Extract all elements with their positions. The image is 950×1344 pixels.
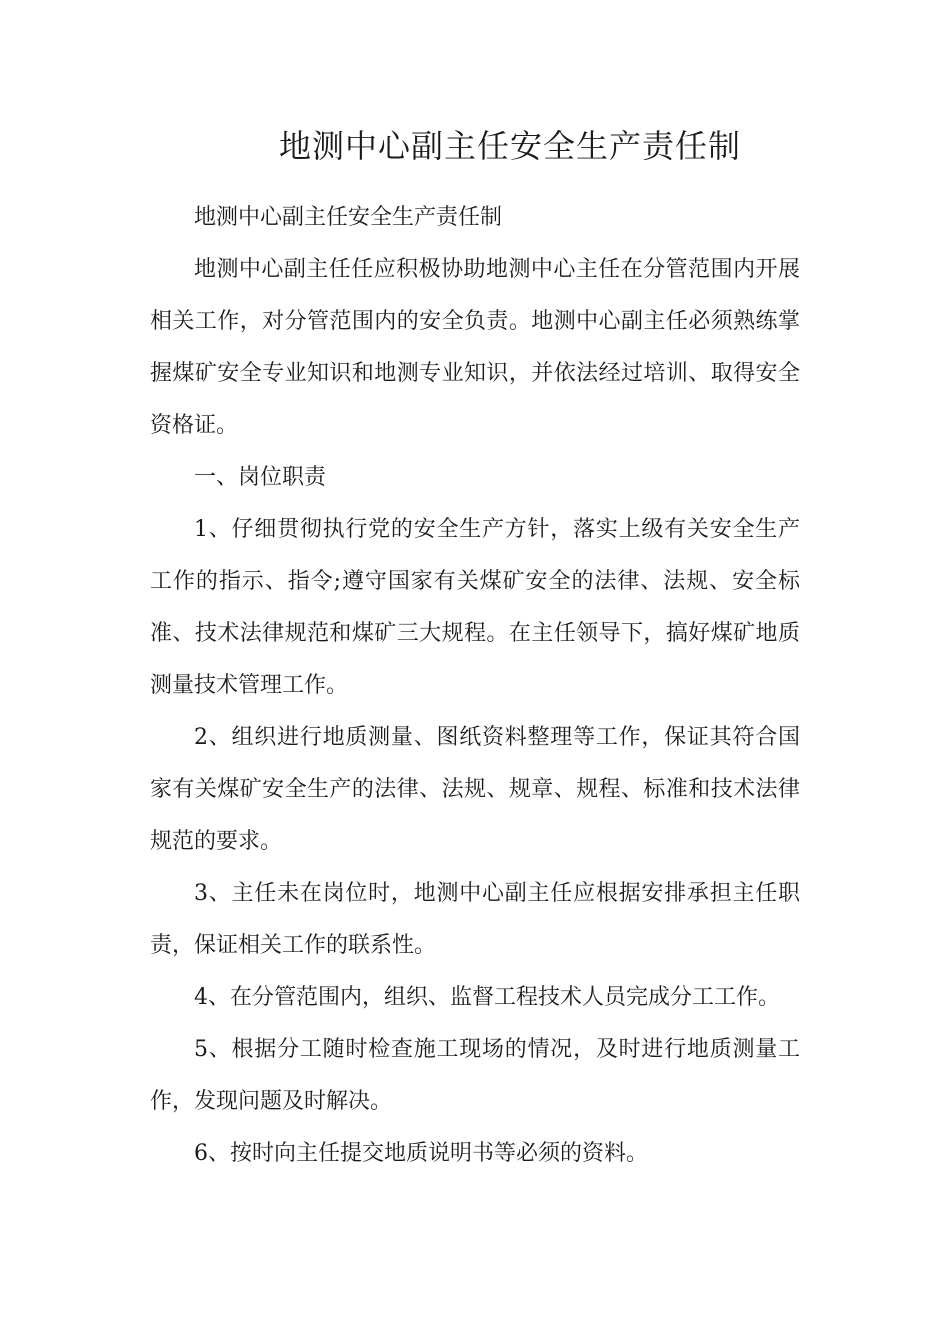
paragraph-intro: 地测中心副主任任应积极协助地测中心主任在分管范围内开展相关工作，对分管范围内的安全负责。地测中心副主任必须熟练掌握煤矿安全专业知识和地测专业知识，并依法经过培训、取得安全资格证。 — [150, 257, 800, 438]
duty-item-1: 1、仔细贯彻执行党的安全生产方针，落实上级有关安全生产工作的指示、指令;遵守国家有关煤矿安全的法律、法规、安全标准、技术法律规范和煤矿三大规程。在主任领导下，搞好煤矿地质测量技术管理工作。 — [150, 517, 800, 698]
duty-item-6: 6、按时向主任提交地质说明书等必须的资料。 — [194, 1141, 648, 1166]
document-body — [150, 192, 800, 1180]
duty-item-3: 3、主任未在岗位时，地测中心副主任应根据安排承担主任职责，保证相关工作的联系性。 — [150, 881, 800, 958]
duty-item-2: 2、组织进行地质测量、图纸资料整理等工作，保证其符合国家有关煤矿安全生产的法律、法规、规章、规程、标准和技术法律规范的要求。 — [150, 725, 800, 854]
duty-item-4: 4、在分管范围内，组织、监督工程技术人员完成分工工作。 — [194, 985, 780, 1010]
document-title: 地测中心副主任安全生产责任制 — [278, 127, 741, 165]
paragraph-subtitle: 地测中心副主任安全生产责任制 — [194, 205, 503, 230]
section-heading-duties: 一、岗位职责 — [194, 465, 327, 490]
duty-item-5: 5、根据分工随时检查施工现场的情况，及时进行地质测量工作，发现问题及时解决。 — [150, 1037, 800, 1114]
